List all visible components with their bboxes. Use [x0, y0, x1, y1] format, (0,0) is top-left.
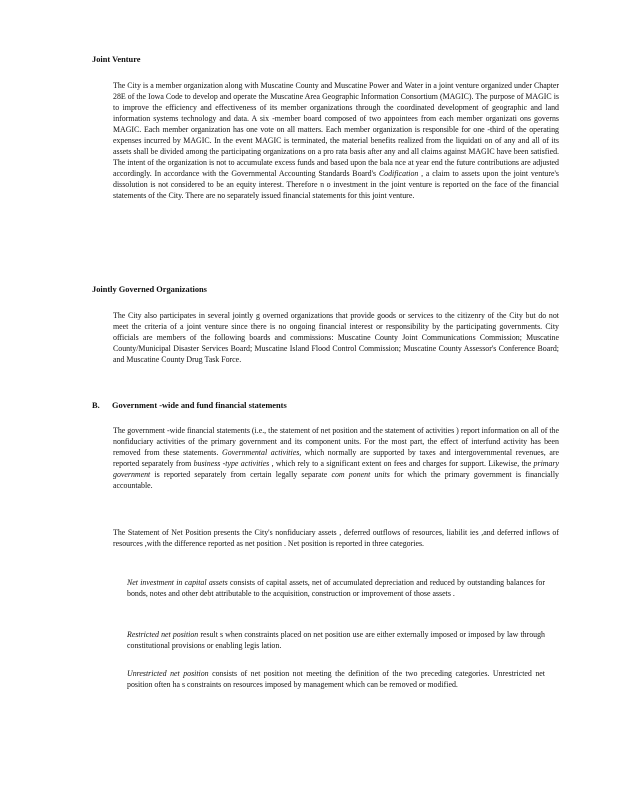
item-unrestricted-text: consists of net position not meeting the definition of the two preceding categories. Unrestricted net position often ha s constraints on resources imposed by management which can be removed or modified. — [127, 669, 545, 689]
paragraph-joint-venture — [113, 80, 559, 201]
gw-italic-primary: primary government — [113, 459, 559, 479]
section-letter: B. — [92, 401, 100, 410]
gw-text-a: The government -wide financial statements (i.e., the statement of net position and the statement of activities ) report information on all of the nonfiduciary activities of the primary government and its component units. For the most part, the effect of interfund activity has been removed from these statements. — [113, 426, 559, 457]
paragraph-joint-venture-text-a: The City is a member organization along with Muscatine County and Muscatine Power and Water in a joint venture organized under Chapter 28E of the Iowa Code to develop and operate the Muscatine Area Geographic Information Consortium (MAGIC). The purpose of MAGIC is to improve the efficiency and effectiveness of its member organizations through the coordinated development of geographic and land information systems technology and data. A six -member board composed of two appointees from each member organizati ons governs MAGIC. Each member organization has one vote on all matters. Each member organization is responsible for one -third of the operating expenses incurred by MAGIC. In the event MAGIC is terminated, the material benefits realized from the liquidati on of any and all of its assets shall be divided among the participating organizations on a pro rata basis after any and all claims against MAGIC have been satisfied. The intent of the organization is not to accumulate excess funds and based upon the bala nce at year end the future contributions are adjusted accordingly. In accordance with the Governmental Accounting Standards Board's — [113, 81, 559, 178]
item-net-investment — [127, 577, 545, 599]
gw-italic-governmental: Governmental activities, — [222, 448, 302, 457]
gw-italic-business: business -type activities — [193, 459, 270, 468]
item-net-investment-term: Net investment in capital assets — [127, 578, 228, 587]
heading-government-wide — [92, 401, 287, 410]
item-restricted-term: Restricted net position — [127, 630, 199, 639]
item-restricted — [127, 629, 545, 651]
codification-italic: Codification — [378, 169, 419, 178]
gw-text-b: which normally are supported by taxes and intergovernmental revenues, are reported separately from — [113, 448, 560, 468]
paragraph-statement-net-position: The Statement of Net Position presents the City's nonfiduciary assets , deferred outflows of resources, liabilit ies ,and deferred inflows of resources ,with the difference reported as net position . Net position is reported in three categories. — [113, 528, 559, 548]
item-net-investment-text: consists of capital assets, net of accumulated depreciation and reduced by outstanding balances for bonds, notes and other debt attributable to the acquisition, construction or improvement of those assets . — [127, 578, 546, 598]
gw-text-e: for which the primary government is financially accountable. — [113, 470, 559, 490]
heading-government-wide-text: Government -wide and fund financial statements — [112, 401, 287, 410]
heading-jointly-governed: Jointly Governed Organizations — [92, 285, 207, 294]
paragraph-jointly-governed: The City also participates in several jointly g overned organizations that provide goods or services to the citizenry of the City but do not meet the criteria of a joint venture since there is no ongoing financial interest or responsibility by the participating governments. City officials are members of the following boards and commissions: Muscatine County Joint Communications Commission; Muscatine County/Municipal Disaster Services Board; Muscatine Island Flood Control Commission; Muscatine County Assessor's Conference Board; and Muscatine County Drug Task Force. — [113, 311, 559, 364]
item-unrestricted-term: Unrestricted net position — [127, 669, 209, 678]
item-unrestricted — [127, 668, 545, 690]
paragraph-government-wide — [113, 425, 559, 491]
item-restricted-text: result s when constraints placed on net position use are either externally imposed or imposed by law through constitutional provisions or enabling legis lation. — [127, 630, 545, 650]
gw-text-c: , which rely to a significant extent on fees and charges for support. Likewise, the — [271, 459, 534, 468]
heading-joint-venture: Joint Venture — [92, 55, 141, 64]
gw-italic-component: com ponent units — [331, 470, 390, 479]
gw-text-d: is reported separately from certain legally separate — [154, 470, 332, 479]
paragraph-joint-venture-text-b: , a claim to assets upon the joint venture's dissolution is not considered to be an equity interest. Therefore n o investment in the joint venture is reported on the face of the financial statements of the City. There are no separately issued financial statements for this joint venture. — [113, 169, 559, 200]
